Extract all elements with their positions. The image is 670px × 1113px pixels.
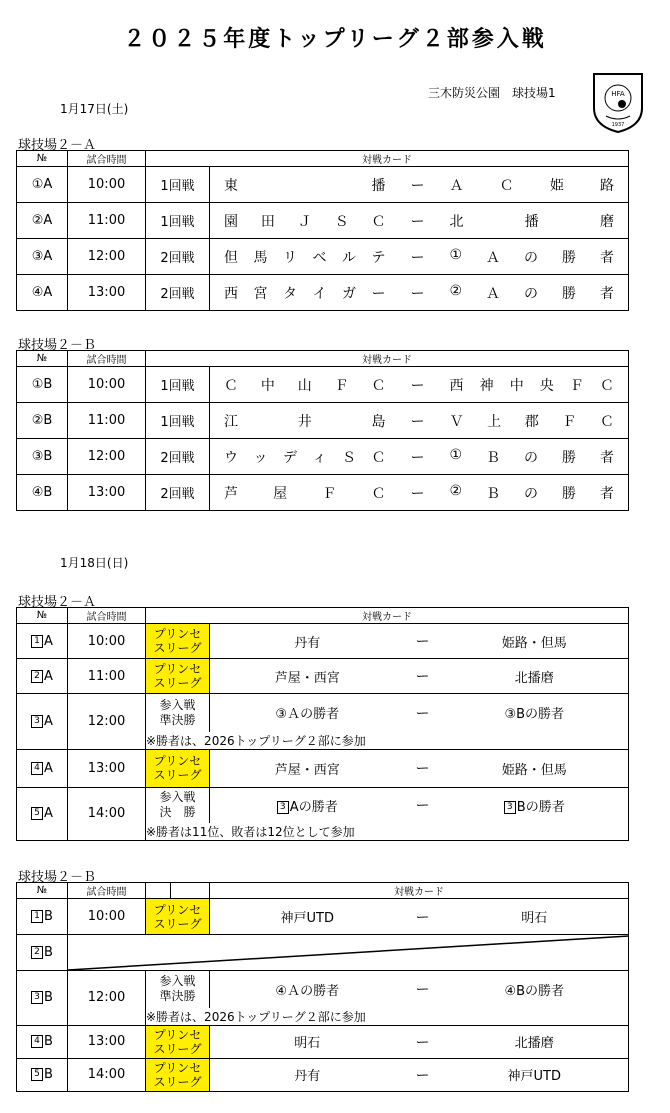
home-team: 3 Aの勝者	[210, 787, 405, 823]
match-type-semi: 参入戦 準決勝	[146, 694, 210, 732]
home-team: 神戸UTD	[210, 899, 405, 935]
table-row	[17, 403, 629, 439]
header-time: 試合時間	[68, 883, 146, 899]
table-row	[17, 1025, 629, 1058]
section-title-day1-a: 球技場２－Ａ	[18, 138, 97, 153]
match-no: ④B	[17, 475, 68, 511]
match-time: 10:00	[68, 624, 146, 659]
table-row	[17, 1058, 629, 1091]
logo-text: HFA	[611, 90, 625, 98]
home-team: 芦屋・西宮	[210, 749, 405, 787]
table-row	[17, 475, 629, 511]
home-team: 但 馬 リ ベ ル テ	[224, 249, 386, 266]
away-team: Ａ Ｃ 姫 路	[449, 177, 614, 194]
table-row	[17, 439, 629, 475]
away-team: ② Ａ の 勝 者	[449, 282, 614, 302]
match-time: 13:00	[68, 275, 146, 311]
match-note: ※勝者は、2026トップリーグ２部に参加	[146, 1008, 629, 1026]
vs-dash: ー	[405, 659, 441, 694]
home-team: 芦 屋 Ｆ Ｃ	[224, 485, 386, 502]
header-no: №	[17, 883, 68, 899]
table-row	[17, 935, 629, 971]
header-card: 対戦カード	[210, 883, 629, 899]
match-no: 1 A	[17, 624, 68, 659]
vs-dash: ー	[400, 475, 436, 511]
match-round: 2回戦	[146, 475, 210, 511]
match-no: 4 B	[17, 1025, 68, 1058]
table-row	[17, 167, 629, 203]
match-no: ①A	[17, 167, 68, 203]
match-note: ※勝者は11位、敗者は12位として参加	[146, 823, 629, 841]
match-round: 1回戦	[146, 167, 210, 203]
away-team: 姫路・但馬	[441, 624, 629, 659]
match-round: 2回戦	[146, 439, 210, 475]
match-no: ②B	[17, 403, 68, 439]
match-note: ※勝者は、2026トップリーグ２部に参加	[146, 732, 629, 750]
header-no: №	[17, 351, 68, 367]
match-no: 4 A	[17, 749, 68, 787]
match-no: 3 B	[17, 971, 68, 1026]
section-title-day2-a: 球技場２－Ａ	[18, 595, 97, 610]
match-no: ③A	[17, 239, 68, 275]
away-team: 神戸UTD	[441, 1058, 629, 1091]
vs-dash: ー	[400, 239, 436, 275]
table-row	[17, 624, 629, 659]
match-round: 2回戦	[146, 239, 210, 275]
vs-dash: ー	[405, 694, 441, 732]
away-team: Ｖ 上 郡 Ｆ Ｃ	[449, 413, 614, 430]
match-type-princess: プリンセ スリーグ	[146, 659, 210, 694]
home-team: 丹有	[210, 1058, 405, 1091]
header-card: 対戦カード	[146, 351, 629, 367]
match-time: 12:00	[68, 439, 146, 475]
home-team: 東 播	[224, 177, 386, 194]
vs-dash: ー	[405, 971, 441, 1008]
match-time: 14:00	[68, 787, 146, 841]
match-time: 13:00	[68, 749, 146, 787]
match-type-princess: プリンセ スリーグ	[146, 899, 210, 935]
table-row	[17, 749, 629, 787]
vs-dash: ー	[405, 1058, 441, 1091]
header-no: №	[17, 151, 68, 167]
table-row	[17, 899, 629, 935]
away-team: 明石	[441, 899, 629, 935]
schedule-table-day1-b	[16, 350, 629, 511]
match-time: 14:00	[68, 1058, 146, 1091]
vs-dash: ー	[400, 439, 436, 475]
table-row	[17, 275, 629, 311]
match-type-semi: 参入戦 準決勝	[146, 971, 210, 1008]
away-team: 姫路・但馬	[441, 749, 629, 787]
header-card: 対戦カード	[146, 608, 629, 624]
match-no: ④A	[17, 275, 68, 311]
home-team: Ｃ 中 山 Ｆ Ｃ	[224, 377, 386, 394]
section-title-day1-b: 球技場２－Ｂ	[18, 338, 97, 353]
away-team: 北 播 磨	[449, 213, 614, 230]
page-title: ２０２５年度トップリーグ２部参入戦	[123, 27, 547, 52]
match-no: ③B	[17, 439, 68, 475]
match-time: 10:00	[68, 899, 146, 935]
home-team: 園 田 Ｊ Ｓ Ｃ	[224, 213, 386, 230]
table-row	[17, 203, 629, 239]
header-time: 試合時間	[68, 151, 146, 167]
schedule-table-day1-a	[16, 150, 629, 311]
match-no: ②A	[17, 203, 68, 239]
match-time: 10:00	[68, 167, 146, 203]
home-team: 明石	[210, 1025, 405, 1058]
vs-dash: ー	[400, 275, 436, 311]
match-time: 12:00	[68, 239, 146, 275]
away-team: 西 神 中 央 Ｆ Ｃ	[449, 377, 614, 394]
home-team: ③Ａの勝者	[210, 694, 405, 732]
away-team: 北播磨	[441, 1025, 629, 1058]
header-time: 試合時間	[68, 608, 146, 624]
table-row	[17, 659, 629, 694]
header-no: №	[17, 608, 68, 624]
logo-year: 1937	[611, 122, 625, 128]
match-round: 1回戦	[146, 203, 210, 239]
match-no: 5 A	[17, 787, 68, 841]
vs-dash: ー	[405, 787, 441, 823]
match-type-princess: プリンセ スリーグ	[146, 749, 210, 787]
home-team: 江 井 島	[224, 413, 386, 430]
match-time: 11:00	[68, 203, 146, 239]
header-time: 試合時間	[68, 351, 146, 367]
home-team: 西 宮 タ イ ガ ー	[224, 285, 386, 302]
date-day1: 1月17日(土)	[60, 102, 129, 116]
match-time: 11:00	[68, 403, 146, 439]
away-team: ④Bの勝者	[441, 971, 629, 1008]
match-time: 13:00	[68, 1025, 146, 1058]
match-no: ①B	[17, 367, 68, 403]
header-card: 対戦カード	[146, 151, 629, 167]
date-day2: 1月18日(日)	[60, 556, 129, 570]
venue-label: 三木防災公園 球技場1	[428, 86, 556, 100]
away-team: ① Ａ の 勝 者	[449, 246, 614, 266]
match-time: 12:00	[68, 971, 146, 1026]
vs-dash: ー	[400, 167, 436, 203]
away-team: ① Ｂ の 勝 者	[449, 446, 614, 466]
schedule-table-day2-b	[16, 882, 629, 1092]
match-no: 3 A	[17, 694, 68, 750]
match-no: 1 B	[17, 899, 68, 935]
home-team: ④Ａの勝者	[210, 971, 405, 1008]
table-row	[17, 787, 629, 823]
vs-dash: ー	[405, 624, 441, 659]
match-round: 1回戦	[146, 403, 210, 439]
match-no: 5 B	[17, 1058, 68, 1091]
home-team: 丹有	[210, 624, 405, 659]
strike-line	[68, 935, 629, 971]
match-type-final: 参入戦 決 勝	[146, 787, 210, 823]
match-no: 2 B	[17, 935, 68, 971]
match-time: 11:00	[68, 659, 146, 694]
away-team: 北播磨	[441, 659, 629, 694]
vs-dash: ー	[405, 1025, 441, 1058]
section-title-day2-b: 球技場２－Ｂ	[18, 870, 97, 885]
away-team: 3 Bの勝者	[441, 787, 629, 823]
schedule-table-day2-a	[16, 607, 629, 841]
home-team: 芦屋・西宮	[210, 659, 405, 694]
match-type-princess: プリンセ スリーグ	[146, 624, 210, 659]
vs-dash: ー	[405, 749, 441, 787]
vs-dash: ー	[400, 403, 436, 439]
vs-dash: ー	[400, 203, 436, 239]
home-team: ウ ッ デ ィ Ｓ Ｃ	[224, 449, 386, 466]
vs-dash: ー	[400, 367, 436, 403]
vs-dash: ー	[405, 899, 441, 935]
away-team: ③Bの勝者	[441, 694, 629, 732]
table-row	[17, 239, 629, 275]
empty-slot	[68, 935, 629, 971]
match-time: 12:00	[68, 694, 146, 750]
match-round: 2回戦	[146, 275, 210, 311]
table-row	[17, 694, 629, 732]
away-team: ② Ｂ の 勝 者	[449, 482, 614, 502]
match-time: 13:00	[68, 475, 146, 511]
table-row	[17, 971, 629, 1008]
match-type-princess: プリンセ スリーグ	[146, 1025, 210, 1058]
match-time: 10:00	[68, 367, 146, 403]
table-row	[17, 367, 629, 403]
match-round: 1回戦	[146, 367, 210, 403]
match-no: 2 A	[17, 659, 68, 694]
match-type-princess: プリンセ スリーグ	[146, 1058, 210, 1091]
hfa-logo	[592, 72, 644, 134]
